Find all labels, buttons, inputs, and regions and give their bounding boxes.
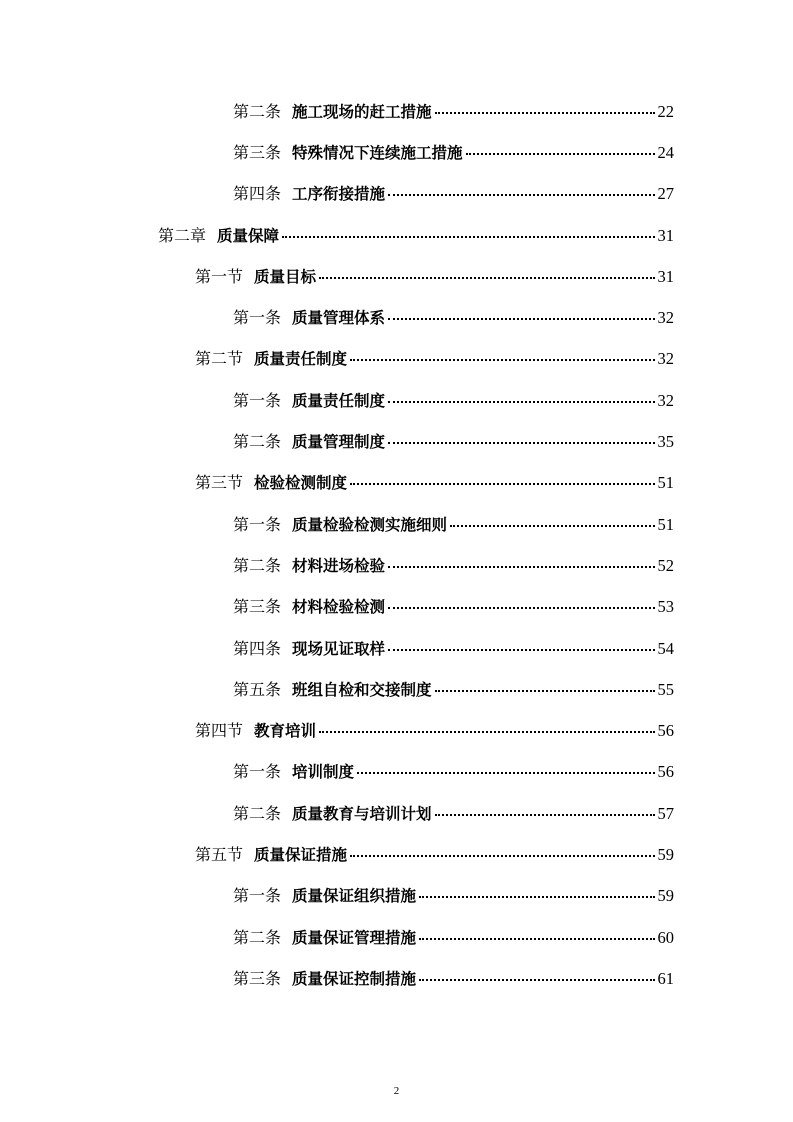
toc-dot-leader [435, 813, 655, 816]
toc-entry-page: 51 [657, 473, 674, 493]
toc-dot-leader [419, 895, 654, 898]
toc-entry-title: 检验检测制度 [254, 474, 348, 493]
toc-entry-title: 工序衔接措施 [292, 185, 386, 204]
toc-entry-page: 32 [657, 349, 674, 369]
toc-dot-leader [319, 730, 654, 733]
toc-entry-page: 53 [657, 597, 674, 617]
toc-entry-number: 第四条 [233, 184, 282, 204]
toc-entry[interactable] [0, 834, 793, 875]
toc-entry-number: 第三条 [233, 968, 282, 988]
toc-entry[interactable] [0, 587, 793, 628]
toc-entry-title: 材料检验检测 [292, 598, 386, 617]
toc-entry-title: 质量管理制度 [292, 433, 386, 452]
toc-entry-number: 第一条 [233, 308, 282, 328]
toc-entry-page: 31 [657, 266, 674, 286]
toc-dot-leader [388, 648, 654, 651]
toc-entry-title: 质量保证组织措施 [292, 887, 417, 906]
toc-entry-title: 质量保证管理措施 [292, 928, 417, 947]
toc-dot-leader [388, 400, 654, 403]
toc-dot-leader [435, 111, 655, 114]
toc-entry-number: 第二条 [233, 432, 282, 452]
toc-dot-leader [357, 771, 654, 774]
toc-entry[interactable] [0, 917, 793, 958]
toc-entry-number: 第三节 [195, 473, 244, 493]
toc-entry-number: 第五节 [195, 844, 244, 864]
toc-entry-page: 57 [657, 803, 674, 823]
toc-entry[interactable] [0, 793, 793, 834]
toc-entry-number: 第二条 [233, 927, 282, 947]
toc-entry[interactable] [0, 958, 793, 999]
toc-entry-page: 32 [657, 390, 674, 410]
toc-entry[interactable] [0, 463, 793, 504]
toc-entry-title: 教育培训 [254, 722, 317, 741]
toc-entry-page: 59 [657, 844, 674, 864]
toc-entry-number: 第二条 [233, 555, 282, 575]
toc-entry-number: 第二章 [158, 225, 207, 245]
toc-dot-leader [419, 937, 654, 940]
toc-dot-leader [388, 441, 654, 444]
toc-entry-page: 60 [657, 927, 674, 947]
toc-entry-page: 35 [657, 432, 674, 452]
toc-entry-page: 27 [657, 184, 674, 204]
toc-entry-number: 第一条 [233, 390, 282, 410]
toc-entry-page: 56 [657, 721, 674, 741]
toc-entry-number: 第五条 [233, 679, 282, 699]
toc-entry-title: 现场见证取样 [292, 639, 386, 658]
toc-entry-number: 第一节 [195, 266, 244, 286]
toc-dot-leader [388, 606, 654, 609]
toc-entry-page: 59 [657, 886, 674, 906]
toc-entry[interactable] [0, 876, 793, 917]
toc-dot-leader [388, 565, 654, 568]
toc-entry-number: 第三条 [233, 597, 282, 617]
toc-dot-leader [419, 978, 654, 981]
toc-dot-leader [350, 854, 654, 857]
toc-entry[interactable] [0, 669, 793, 710]
toc-entry[interactable] [0, 297, 793, 338]
toc-entry-page: 31 [657, 225, 674, 245]
toc-entry-page: 55 [657, 679, 674, 699]
table-of-contents [0, 91, 793, 1000]
toc-dot-leader [350, 482, 654, 485]
toc-entry[interactable] [0, 215, 793, 256]
toc-dot-leader [450, 524, 654, 527]
toc-entry-title: 班组自检和交接制度 [292, 680, 432, 699]
toc-entry[interactable] [0, 752, 793, 793]
toc-entry-title: 特殊情况下连续施工措施 [292, 143, 463, 162]
toc-entry-number: 第一条 [233, 514, 282, 534]
toc-entry-page: 22 [657, 101, 674, 121]
toc-entry[interactable] [0, 256, 793, 297]
toc-entry[interactable] [0, 545, 793, 586]
toc-entry-title: 质量保证措施 [254, 845, 348, 864]
toc-entry-page: 51 [657, 514, 674, 534]
toc-entry-title: 质量检验检测实施细则 [292, 515, 448, 534]
toc-entry[interactable] [0, 380, 793, 421]
toc-dot-leader [282, 235, 654, 238]
toc-entry-title: 质量保证控制措施 [292, 969, 417, 988]
page-number: 2 [393, 1085, 400, 1097]
toc-entry[interactable] [0, 132, 793, 173]
toc-entry-page: 54 [657, 638, 674, 658]
toc-entry-number: 第四节 [195, 721, 244, 741]
toc-entry-page: 32 [657, 308, 674, 328]
toc-entry[interactable] [0, 91, 793, 132]
toc-entry-number: 第二条 [233, 101, 282, 121]
toc-entry-title: 培训制度 [292, 763, 355, 782]
toc-entry-page: 24 [657, 142, 674, 162]
toc-entry[interactable] [0, 339, 793, 380]
toc-entry[interactable] [0, 710, 793, 751]
toc-entry-page: 56 [657, 762, 674, 782]
toc-dot-leader [466, 152, 655, 155]
toc-entry-number: 第三条 [233, 142, 282, 162]
toc-entry[interactable] [0, 628, 793, 669]
toc-entry[interactable] [0, 174, 793, 215]
toc-entry-title: 材料进场检验 [292, 556, 386, 575]
toc-entry-page: 52 [657, 555, 674, 575]
toc-entry-title: 质量责任制度 [254, 350, 348, 369]
toc-dot-leader [350, 358, 654, 361]
toc-entry-page: 61 [657, 968, 674, 988]
toc-entry-number: 第二节 [195, 349, 244, 369]
toc-entry-number: 第二条 [233, 803, 282, 823]
toc-entry-title: 质量目标 [254, 267, 317, 286]
toc-entry[interactable] [0, 504, 793, 545]
toc-entry-title: 质量保障 [217, 226, 280, 245]
toc-entry-number: 第一条 [233, 762, 282, 782]
toc-entry-title: 质量责任制度 [292, 391, 386, 410]
toc-dot-leader [435, 689, 655, 692]
toc-dot-leader [388, 317, 654, 320]
toc-entry-title: 质量教育与培训计划 [292, 804, 432, 823]
toc-entry[interactable] [0, 421, 793, 462]
toc-dot-leader [319, 276, 654, 279]
toc-dot-leader [388, 193, 654, 196]
toc-entry-number: 第一条 [233, 886, 282, 906]
toc-entry-number: 第四条 [233, 638, 282, 658]
toc-entry-title: 质量管理体系 [292, 309, 386, 328]
toc-entry-title: 施工现场的赶工措施 [292, 102, 432, 121]
